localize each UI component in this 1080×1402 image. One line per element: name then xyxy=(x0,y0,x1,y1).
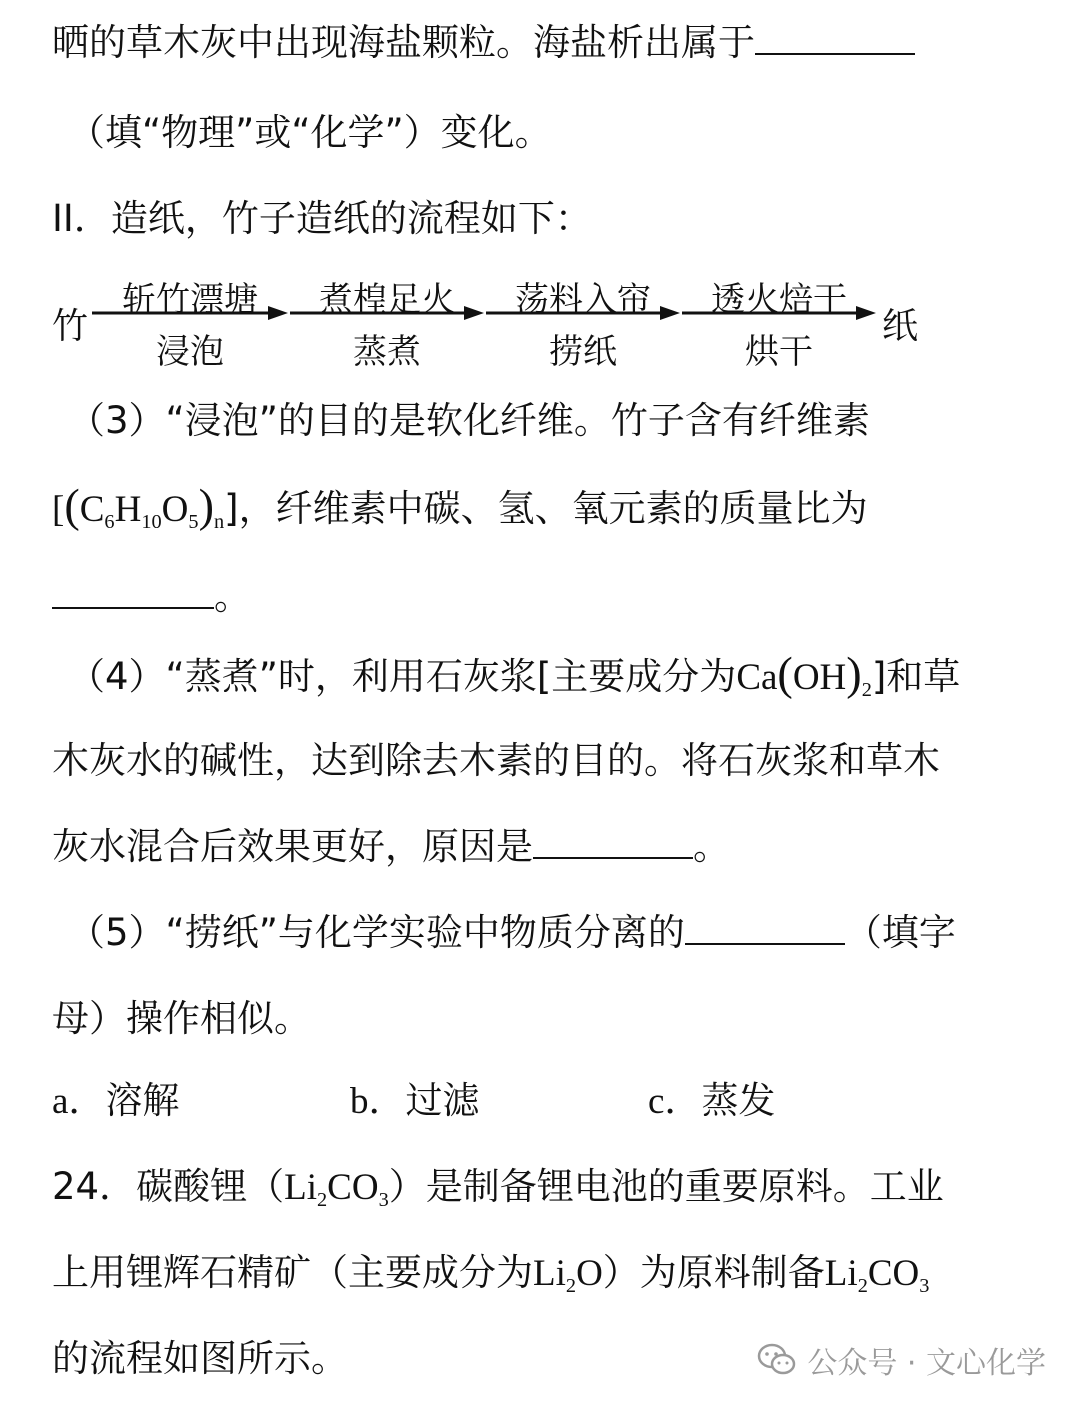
question-4-line-2 xyxy=(52,738,940,784)
text-line-2 xyxy=(68,110,552,156)
arrow-icon xyxy=(682,306,876,320)
answer-blank[interactable] xyxy=(533,827,693,859)
sentence: II．造纸，竹子造纸的流程如下： xyxy=(52,197,592,240)
sentence: ]和草 xyxy=(871,655,961,698)
sentence: ]，纤维素中碳、氢、氧元素的质量比为 xyxy=(224,487,868,530)
flow-step-3 xyxy=(486,268,680,378)
wechat-icon xyxy=(757,1343,797,1377)
question-24-line-2 xyxy=(52,1250,929,1297)
sentence: 晒的草木灰中出现海盐颗粒。海盐析出属于 xyxy=(52,21,755,64)
flow-step-1 xyxy=(92,268,288,378)
question-3-line-2 xyxy=(52,481,868,534)
bracket: [ xyxy=(52,489,65,530)
step-label-top: 透火焙干 xyxy=(711,280,847,320)
sentence: ）是制备锂电池的重要原料。工业 xyxy=(388,1165,944,1208)
cellulose-formula: $(C_6H_{10}O_5)_n$ xyxy=(64,481,225,534)
watermark-text: 公众号 · 文心化学 xyxy=(807,1346,1046,1381)
sentence: 上用锂辉石精矿（主要成分为 xyxy=(52,1251,533,1294)
sentence: 的流程如图所示。 xyxy=(52,1337,348,1380)
sentence: 24．碳酸锂（ xyxy=(52,1165,285,1208)
answer-blank[interactable] xyxy=(755,23,915,55)
text-line-1 xyxy=(52,20,915,66)
question-5-line-2 xyxy=(52,996,311,1042)
flow-end: 纸 xyxy=(882,306,919,347)
question-24-line-3 xyxy=(52,1336,348,1382)
li2o-formula: $Li_2O$ xyxy=(533,1253,603,1298)
choice-b[interactable]: b．过滤 xyxy=(350,1079,480,1122)
sentence: ）为原料制备 xyxy=(602,1251,825,1294)
choice-c[interactable]: c．蒸发 xyxy=(648,1079,776,1122)
step-label-bottom: 蒸煮 xyxy=(353,332,421,372)
question-3-line-1 xyxy=(68,398,870,444)
sentence: （3）“浸泡”的目的是软化纤维。竹子含有纤维素 xyxy=(68,399,870,442)
flow-step-2 xyxy=(290,268,484,378)
question-4-line-1 xyxy=(68,649,961,702)
papermaking-flow-diagram xyxy=(52,268,932,378)
sentence: 木灰水的碱性，达到除去木素的目的。将石灰浆和草木 xyxy=(52,739,940,782)
question-3-line-3: 。 xyxy=(52,574,251,620)
caoh2-formula: $Ca(OH)_2$ xyxy=(736,649,872,702)
arrow-icon xyxy=(486,306,680,320)
step-label-bottom: 浸泡 xyxy=(156,332,224,372)
step-label-bottom: 捞纸 xyxy=(549,332,617,372)
flow-start: 竹 xyxy=(52,306,89,347)
li2co3-formula: $Li_2CO_3$ xyxy=(824,1253,930,1298)
sentence: （4）“蒸煮”时，利用石灰浆[主要成分为 xyxy=(68,655,737,698)
li2co3-formula: $Li_2CO_3$ xyxy=(284,1167,389,1212)
watermark xyxy=(757,1338,1046,1382)
answer-blank[interactable] xyxy=(685,913,845,945)
arrow-icon xyxy=(290,306,484,320)
question-5-line-1 xyxy=(68,910,956,956)
sentence: 母）操作相似。 xyxy=(52,997,311,1040)
answer-blank[interactable] xyxy=(52,577,214,609)
section-heading xyxy=(52,196,592,242)
step-label-top: 煮楻足火 xyxy=(319,280,455,320)
question-24-line-1 xyxy=(52,1164,944,1211)
flow-step-4 xyxy=(682,268,876,378)
choice-a[interactable]: a．溶解 xyxy=(52,1079,180,1122)
question-4-line-3: 灰水混合后效果更好，原因是 。 xyxy=(52,825,730,868)
sentence: （填“物理”或“化学”）变化。 xyxy=(68,111,552,154)
step-label-top: 斩竹漂塘 xyxy=(122,280,258,320)
sentence: （填字 xyxy=(844,911,956,954)
step-label-bottom: 烘干 xyxy=(745,332,813,372)
step-label-top: 荡料入帘 xyxy=(515,280,651,320)
sentence: （5）“捞纸”与化学实验中物质分离的 xyxy=(68,911,685,954)
sentence: 灰水混合后效果更好，原因是 xyxy=(52,825,533,868)
arrow-icon xyxy=(92,306,288,320)
